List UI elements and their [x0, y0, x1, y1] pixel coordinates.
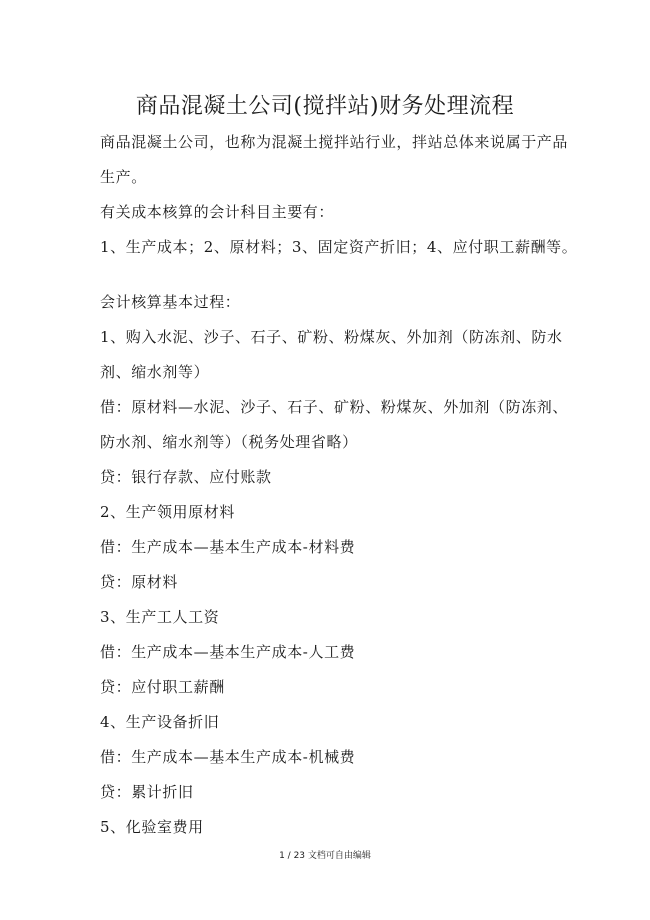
paragraph-line: 有关成本核算的会计科目主要有： [100, 203, 335, 221]
paragraph-line: 防水剂、缩水剂等）（税务处理省略） [100, 433, 358, 451]
page-footer: 1 / 23 文档可自由编辑 [279, 851, 371, 861]
document-title: 商品混凝土公司(搅拌站)财务处理流程 [135, 94, 515, 119]
debit-entry: 借：生产成本—基本生产成本-材料费 [100, 538, 356, 556]
section-heading: 会计核算基本过程： [100, 293, 241, 311]
paragraph-line: 剂、缩水剂等） [100, 363, 210, 381]
debit-entry: 借：生产成本—基本生产成本-机械费 [100, 748, 356, 766]
credit-entry: 贷：银行存款、应付账款 [100, 468, 272, 486]
credit-entry: 贷：应付职工薪酬 [100, 678, 225, 696]
debit-entry: 借：原材料—水泥、沙子、石子、矿粉、粉煤灰、外加剂（防冻剂、 [100, 398, 569, 416]
paragraph-line: 生产。 [100, 168, 147, 186]
document-body [100, 132, 578, 852]
step-heading: 3、生产工人工资 [100, 608, 220, 626]
step-heading: 2、生产领用原材料 [100, 503, 235, 521]
credit-entry: 贷：原材料 [100, 573, 179, 591]
credit-entry: 贷：累计折旧 [100, 783, 194, 801]
paragraph-line: 1、生产成本；2、原材料；3、固定资产折旧；4、应付职工薪酬等。 [100, 238, 578, 256]
step-heading: 5、化验室费用 [100, 818, 204, 836]
paragraph-line: 商品混凝土公司，也称为混凝土搅拌站行业，拌站总体来说属于产品 [100, 133, 569, 151]
step-heading: 4、生产设备折旧 [100, 713, 220, 731]
paragraph-line: 1、购入水泥、沙子、石子、矿粉、粉煤灰、外加剂（防冻剂、防水 [100, 328, 563, 346]
debit-entry: 借：生产成本—基本生产成本-人工费 [100, 643, 356, 661]
